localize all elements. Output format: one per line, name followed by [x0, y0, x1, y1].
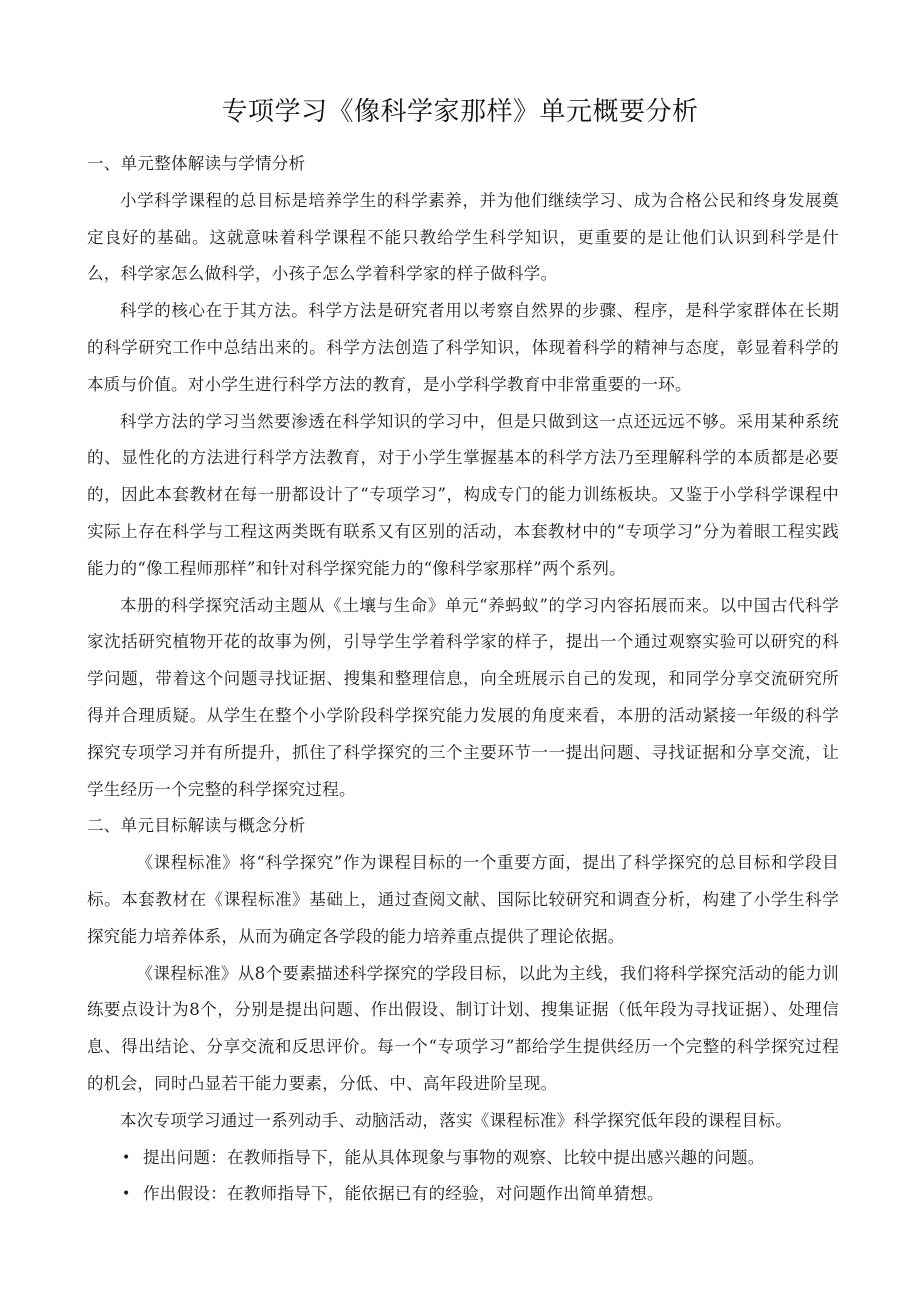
bullet-item	[87, 1176, 839, 1213]
bullet-icon: •	[122, 1149, 131, 1166]
bullet-text: 作出假设：在教师指导下，能依据已有的经验，对问题作出简单猜想。	[143, 1184, 664, 1204]
section-heading-2: 二、单元目标解读与概念分析	[87, 816, 306, 836]
paragraph: 《课程标准》从8个要素描述科学探究的学段目标，以此为主线，我们将科学探究活动的能力训练要点设计为8个，分别是提出问题、作出假设、制订计划、搜集证据（低年段为寻找证据）、处理信息、得出结论、分享交流和反思评价。每一个“专项学习”都给学生提供经历一个完整的科学探究过程的机会，同时凸显若干能力要素，分低、中、高年段进阶呈现。	[87, 963, 839, 1093]
document-title: 专项学习《像科学家那样》单元概要分析	[221, 97, 699, 127]
paragraph: 科学的核心在于其方法。科学方法是研究者用以考察自然界的步骤、程序，是科学家群体在长期的科学研究工作中总结出来的。科学方法创造了科学知识，体现着科学的精神与态度，彰显着科学的本质与价值。对小学生进行科学方法的教育，是小学科学教育中非常重要的一环。	[87, 301, 839, 394]
bullet-icon: •	[122, 1186, 131, 1203]
paragraph: 科学方法的学习当然要渗透在科学知识的学习中，但是只做到这一点还远远不够。采用某种系统的、显性化的方法进行科学方法教育，对于小学生掌握基本的科学方法乃至理解科学的本质都是必要的，因此本套教材在每一册都设计了“专项学习”，构成专门的能力训练板块。又鉴于小学科学课程中实际上存在科学与工程这两类既有联系又有区别的活动，本套教材中的“专项学习”分为着眼工程实践能力的“像工程师那样”和针对科学探究能力的“像科学家那样”两个系列。	[87, 411, 839, 578]
paragraph: 本册的科学探究活动主题从《土壤与生命》单元“养蚂蚁”的学习内容拓展而来。以中国古代科学家沈括研究植物开花的故事为例，引导学生学着科学家的样子，提出一个通过观察实验可以研究的科学问题，带着这个问题寻找证据、搜集和整理信息，向全班展示自己的发现，和同学分享交流研究所得并合理质疑。从学生在整个小学阶段科学探究能力发展的角度来看，本册的活动紧接一年级的科学探究专项学习并有所提升，抓住了科学探究的三个主要环节一一提出问题、寻找证据和分享交流，让学生经历一个完整的科学探究过程。	[87, 595, 839, 799]
paragraph: 《课程标准》将“科学探究”作为课程目标的一个重要方面，提出了科学探究的总目标和学段目标。本套教材在《课程标准》基础上，通过查阅文献、国际比较研究和调查分析，构建了小学生科学探究能力培养体系，从而为确定各学段的能力培养重点提供了理论依据。	[87, 853, 839, 946]
document-body	[87, 146, 839, 1213]
paragraph: 本次专项学习通过一系列动手、动脑活动，落实《课程标准》科学探究低年段的课程目标。	[120, 1110, 792, 1130]
section-heading-1: 一、单元整体解读与学情分析	[87, 154, 306, 173]
bullet-text: 提出问题：在教师指导下，能从具体现象与事物的观察、比较中提出感兴趣的问题。	[143, 1147, 765, 1167]
bullet-item	[87, 1140, 839, 1177]
paragraph: 小学科学课程的总目标是培养学生的科学素养，并为他们继续学习、成为合格公民和终身发展奠定良好的基础。这就意味着科学课程不能只教给学生科学知识，更重要的是让他们认识到科学是什么，科学家怎么做科学，小孩子怎么学着科学家的样子做科学。	[87, 190, 839, 284]
